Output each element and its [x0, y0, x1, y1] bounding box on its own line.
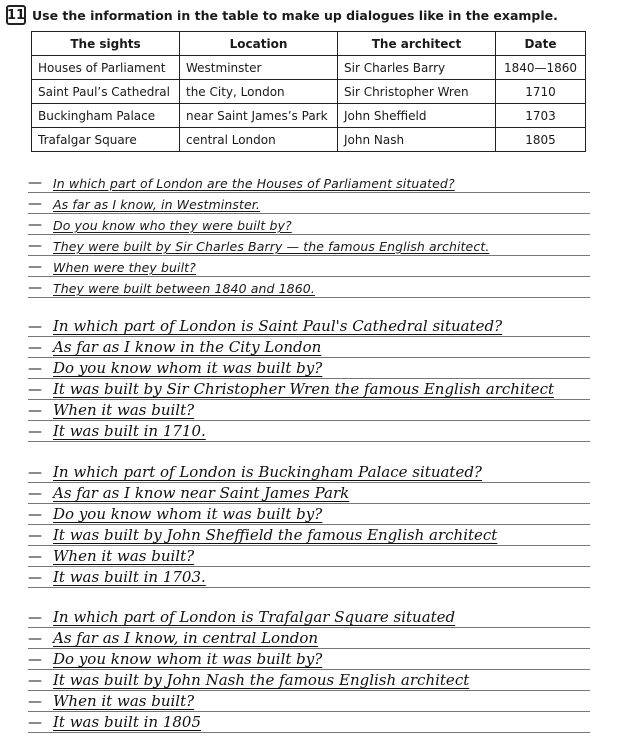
- cell-sight: Buckingham Palace: [32, 104, 180, 128]
- handwritten-text: Do you know whom it was built by?: [53, 650, 323, 668]
- handwritten-line: [28, 399, 590, 421]
- example-text: Do you know who they were built by?: [53, 218, 292, 233]
- handwritten-line: [28, 378, 590, 400]
- handwritten-text: It was built by John Sheffield the famous English architect: [53, 526, 498, 544]
- example-text: When were they built?: [53, 260, 196, 275]
- example-line: [28, 192, 590, 214]
- dash-mark: —: [28, 610, 42, 626]
- dash-mark: —: [28, 673, 42, 689]
- cell-sight: Trafalgar Square: [32, 128, 180, 152]
- example-text: They were built by Sir Charles Barry — the famous English architect.: [53, 239, 490, 254]
- example-text: As far as I know, in Westminster.: [53, 197, 260, 212]
- handwritten-text: Do you know whom it was built by?: [53, 359, 323, 377]
- dash-mark: —: [28, 570, 42, 586]
- dash-mark: —: [28, 196, 42, 212]
- handwritten-text: It was built in 1805: [53, 713, 202, 731]
- cell-sight: Saint Paul’s Cathedral: [32, 80, 180, 104]
- handwritten-text: As far as I know, in central London: [53, 629, 319, 647]
- example-text: In which part of London are the Houses of Parliament situated?: [53, 176, 455, 191]
- dash-mark: —: [28, 694, 42, 710]
- dash-mark: —: [28, 528, 42, 544]
- example-line: [28, 276, 590, 298]
- handwritten-line: [28, 420, 590, 442]
- handwritten-text: In which part of London is Saint Paul's Cathedral situated?: [53, 317, 503, 335]
- handwritten-line: [28, 545, 590, 567]
- cell-architect: Sir Charles Barry: [338, 56, 496, 80]
- handwritten-text: When it was built?: [53, 692, 195, 710]
- handwritten-line: [28, 461, 590, 483]
- dash-mark: —: [28, 507, 42, 523]
- exercise-number: 11: [6, 5, 26, 25]
- header-location: Location: [180, 32, 338, 56]
- cell-date: 1703: [496, 104, 586, 128]
- dash-mark: —: [28, 486, 42, 502]
- cell-location: near Saint James’s Park: [180, 104, 338, 128]
- handwritten-text: As far as I know in the City London: [53, 338, 322, 356]
- example-line: [28, 213, 590, 235]
- dash-mark: —: [28, 382, 42, 398]
- handwritten-text: It was built by Sir Christopher Wren the famous English architect: [53, 380, 555, 398]
- handwritten-text: As far as I know near Saint James Park: [53, 484, 350, 502]
- handwritten-text: It was built in 1703.: [53, 568, 206, 586]
- example-text: They were built between 1840 and 1860.: [53, 281, 315, 296]
- handwritten-text: Do you know whom it was built by?: [53, 505, 323, 523]
- table-row: [32, 56, 586, 80]
- dash-mark: —: [28, 217, 42, 233]
- handwritten-line: [28, 315, 590, 337]
- cell-location: the City, London: [180, 80, 338, 104]
- handwritten-line: [28, 336, 590, 358]
- cell-date: 1840—1860: [496, 56, 586, 80]
- dash-mark: —: [28, 319, 42, 335]
- handwritten-text: When it was built?: [53, 547, 195, 565]
- handwritten-text: In which part of London is Trafalgar Square situated: [53, 608, 456, 626]
- dash-mark: —: [28, 549, 42, 565]
- example-line: [28, 234, 590, 256]
- dash-mark: —: [28, 403, 42, 419]
- handwritten-line: [28, 606, 590, 628]
- cell-location: Westminster: [180, 56, 338, 80]
- header-sights: The sights: [32, 32, 180, 56]
- handwritten-text: It was built by John Nash the famous English architect: [53, 671, 470, 689]
- handwritten-text: When it was built?: [53, 401, 195, 419]
- handwritten-line: [28, 357, 590, 379]
- dash-mark: —: [28, 652, 42, 668]
- cell-architect: Sir Christopher Wren: [338, 80, 496, 104]
- table-header-row: [32, 32, 586, 56]
- example-line: [28, 171, 590, 193]
- example-line: [28, 255, 590, 277]
- table-row: [32, 128, 586, 152]
- dash-mark: —: [28, 631, 42, 647]
- cell-date: 1805: [496, 128, 586, 152]
- dash-mark: —: [28, 280, 42, 296]
- handwritten-text: In which part of London is Buckingham Palace situated?: [53, 463, 482, 481]
- header-date: Date: [496, 32, 586, 56]
- handwritten-text: It was built in 1710.: [53, 422, 206, 440]
- handwritten-line: [28, 482, 590, 504]
- handwritten-line: [28, 566, 590, 588]
- handwritten-line: [28, 711, 590, 733]
- table-row: [32, 104, 586, 128]
- handwritten-line: [28, 648, 590, 670]
- handwritten-line: [28, 503, 590, 525]
- dash-mark: —: [28, 175, 42, 191]
- exercise-header: [6, 5, 558, 25]
- handwritten-line: [28, 524, 590, 546]
- handwritten-line: [28, 669, 590, 691]
- dash-mark: —: [28, 259, 42, 275]
- dash-mark: —: [28, 238, 42, 254]
- dash-mark: —: [28, 361, 42, 377]
- cell-sight: Houses of Parliament: [32, 56, 180, 80]
- dash-mark: —: [28, 424, 42, 440]
- exercise-instruction: Use the information in the table to make up dialogues like in the example.: [32, 7, 558, 23]
- handwritten-line: [28, 627, 590, 649]
- cell-date: 1710: [496, 80, 586, 104]
- cell-location: central London: [180, 128, 338, 152]
- dash-mark: —: [28, 465, 42, 481]
- sights-table: [31, 31, 586, 152]
- cell-architect: John Nash: [338, 128, 496, 152]
- table-row: [32, 80, 586, 104]
- header-architect: The architect: [338, 32, 496, 56]
- dash-mark: —: [28, 340, 42, 356]
- handwritten-line: [28, 690, 590, 712]
- dash-mark: —: [28, 715, 42, 731]
- cell-architect: John Sheffield: [338, 104, 496, 128]
